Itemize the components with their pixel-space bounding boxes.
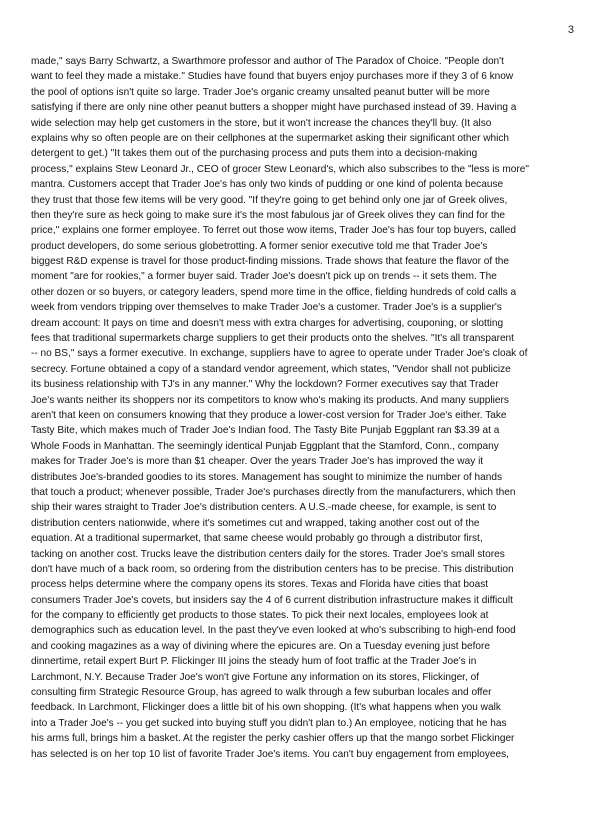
text-line: the pool of options isn't quite so large. Trader Joe's organic creamy unsalted peanut butter will be more [31, 86, 490, 98]
text-line: other dozen or so buyers, or category leaders, spend more time in the office, fielding hundreds of cold calls a [31, 286, 517, 298]
text-line: product developers, do some serious globetrotting. A former senior executive told me that Trader Joe's [31, 240, 488, 252]
text-line: detergent to get.) "It takes them out of the purchasing process and puts them into a decision-making [31, 148, 478, 160]
article-body [31, 54, 579, 762]
text-line: makes for Trader Joe's is more than $1 cheaper. Over the years Trader Joe's has improved the way it [31, 456, 484, 468]
text-line: process helps determine where the company opens its stores. Texas and Florida have cities that boast [31, 579, 489, 591]
text-line: feedback. In Larchmont, Flickinger does a little bit of his own shopping. (It's what happens when you walk [31, 702, 501, 714]
text-line: his arms full, brings him a basket. At the register the perky cashier offers up that the mango sorbet Flickinger [31, 733, 515, 745]
text-line: biggest R&D expense is travel for those product-finding missions. Trade shows that feature the flavor of the [31, 256, 510, 268]
text-line: dream account: It pays on time and doesn't mess with extra charges for advertising, couponing, or slotting [31, 317, 504, 329]
text-line: explains why so often people are on their cellphones at the supermarket asking their significant other which [31, 132, 510, 144]
text-line: and cooking magazines as a way of divining where the epicures are. On a Tuesday evening just before [31, 640, 490, 652]
text-line: week from vendors tripping over themselves to make Trader Joe's a customer. Trader Joe's is a supplier's [31, 302, 502, 314]
text-line: into a Trader Joe's -- you get sucked into buying stuff you didn't plan to.) An employee, noticing that he has [31, 717, 507, 729]
text-line: distributes Joe's-branded goodies to its stores. Management has sought to minimize the number of hands [31, 471, 502, 483]
text-line: its business relationship with TJ's in any manner." Why the lockdown? Former executives say that Trader [31, 379, 499, 391]
page-number: 3 [567, 24, 574, 36]
text-line: aren't that keen on consumers knowing that they produce a lower-cost version for Trader Joe's either. Take [31, 409, 507, 421]
text-line: consumers Trader Joe's covets, but insiders say the 4 of 6 current distribution infrastructure makes it difficult [31, 594, 513, 606]
text-line: process," explains Stew Leonard Jr., CEO of grocer Stew Leonard's, which also subscribes to the "less is more" [31, 163, 529, 175]
text-line: satisfying if there are only nine other peanut butters a shopper might have purchased instead of 39. Having a [31, 102, 517, 114]
text-line: made," says Barry Schwartz, a Swarthmore professor and author of The Paradox of Choice. "People don't [31, 56, 504, 67]
text-line: mantra. Customers accept that Trader Joe's has only two kinds of pudding or one kind of polenta because [31, 179, 504, 191]
text-line: Joe's wants neither its shoppers nor its competitors to know who's making its products. And many suppliers [31, 394, 509, 406]
text-line: that touch a product; whenever possible, Trader Joe's purchases directly from the manufacturers, which then [31, 486, 516, 498]
text-line: moment "are for rookies," a former buyer said. Trader Joe's doesn't pick up on trends -- it sets them. The [31, 271, 497, 283]
text-line: fees that traditional supermarkets charge suppliers to get their products onto the shelves. "It's all transparent [31, 333, 514, 345]
text-line: dinnertime, retail expert Burt P. Flickinger III joins the steady hum of foot traffic at the Trader Joe's in [31, 656, 477, 668]
text-line: for the company to efficiently get products to those states. To pick their next locales, employees look at [31, 610, 489, 622]
text-line: -- no BS," says a former executive. In exchange, suppliers have to agree to operate under Trader Joe's cloak of [31, 348, 528, 360]
text-line: Tasty Bite, which makes much of Trader Joe's Indian food. The Tasty Bite Punjab Eggplant ran $3.39 at a [31, 425, 500, 437]
text-line: want to feel they made a mistake." Studies have found that buyers enjoy purchases more if they 3 of 6 know [31, 71, 514, 83]
text-line: secrecy. Fortune obtained a copy of a standard vendor agreement, which states, "Vendor shall not publicize [31, 363, 511, 375]
text-line: ship their wares straight to Trader Joe's distribution centers. A U.S.-made cheese, for example, is sent to [31, 502, 497, 514]
text-line: demographics such as education level. In the past they've even looked at who's subscribing to high-end food [31, 625, 516, 637]
text-line: wide selection may help get customers in the store, but it won't increase the chances they'll buy. (It also [31, 117, 492, 129]
text-line: then they're sure as heck going to make sure it's the most fabulous jar of Greek olives they can find for the [31, 209, 506, 221]
text-line: don't have much of a back room, so ordering from the distribution centers has to be precise. This distribution [31, 563, 514, 575]
text-line: Larchmont, N.Y. Because Trader Joe's won't give Fortune any information on its stores, Flickinger, of [31, 671, 480, 683]
text-line: Whole Foods in Manhattan. The seemingly identical Punjab Eggplant that the Stamford, Conn., company [31, 440, 499, 452]
text-line: distribution centers nationwide, where it's sometimes cut and wrapped, taking another cost out of the [31, 517, 480, 529]
text-line: price," explains one former employee. To ferret out those wow items, Trader Joe's has four top buyers, called [31, 225, 517, 237]
text-line: has selected is on her top 10 list of favorite Trader Joe's items. You can't buy engagement from employees, [31, 748, 509, 760]
text-line: they trust that those few items will be very good. "If they're going to get behind only one jar of Greek olives, [31, 194, 508, 206]
text-line: consulting firm Strategic Resource Group, has agreed to walk through a few suburban locales and offer [31, 687, 492, 699]
text-line: tacking on another cost. Trucks leave the distribution centers daily for the stores. Trader Joe's small stores [31, 548, 505, 560]
text-line: equation. At a traditional supermarket, that same cheese would probably go through a distributor first, [31, 533, 483, 545]
